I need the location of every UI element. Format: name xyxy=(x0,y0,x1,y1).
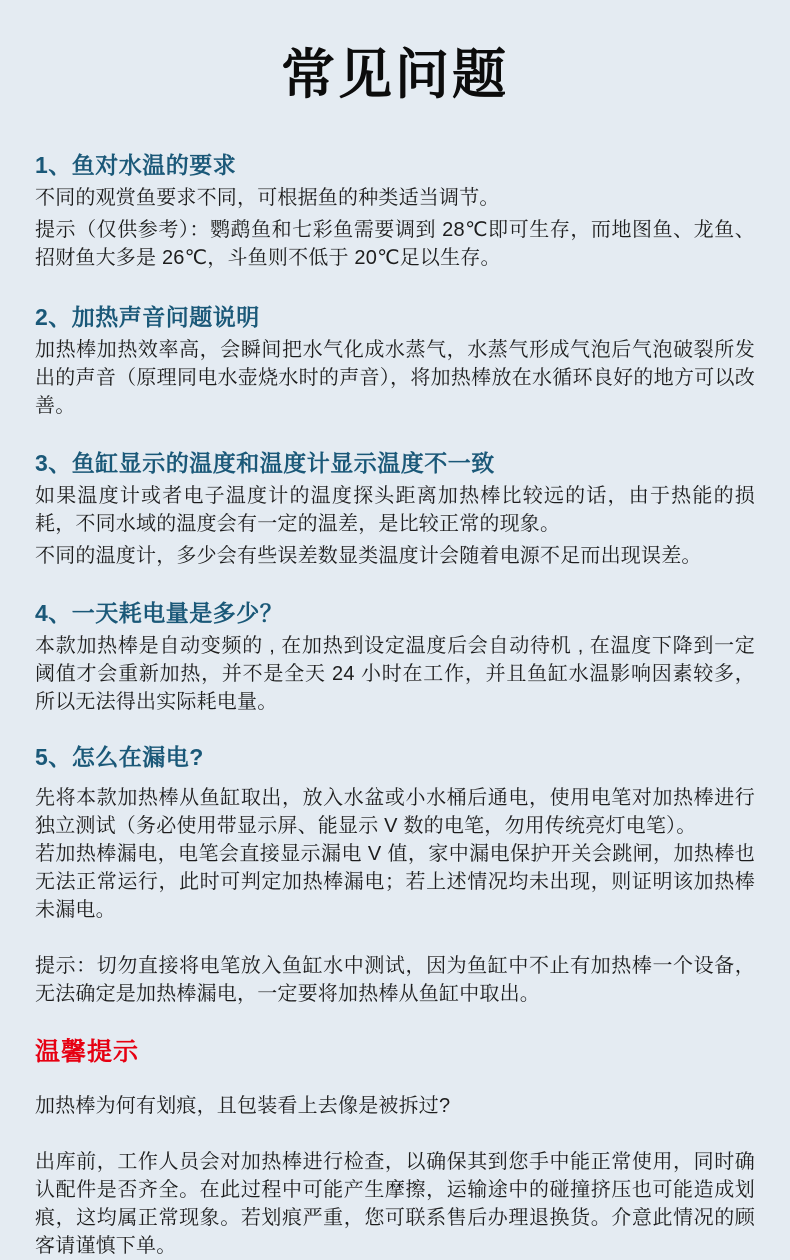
faq-section-5-heading: 5、怎么在漏电? xyxy=(35,744,204,770)
faq-section-1-paragraph-2: 提示（仅供参考）：鹦鹉鱼和七彩鱼需要调到 28℃即可生存，而地图鱼、龙鱼、招财鱼大多是 26℃，斗鱼则不低于 20℃足以生存。 xyxy=(35,219,755,269)
faq-section-5-paragraph-2: 若加热棒漏电，电笔会直接显示漏电 V 值，家中漏电保护开关会跳闸，加热棒也无法正常运行，此时可判定加热棒漏电；若上述情况均未出现，则证明该加热棒未漏电。 xyxy=(35,843,755,921)
faq-section-5-tip: 提示：切勿直接将电笔放入鱼缸水中测试，因为鱼缸中不止有加热棒一个设备，无法确定是加热棒漏电，一定要将加热棒从鱼缸中取出。 xyxy=(35,955,755,1005)
warm-notice-answer: 出库前，工作人员会对加热棒进行检查，以确保其到您手中能正常使用，同时确认配件是否齐全。在此过程中可能产生摩擦，运输途中的碰撞挤压也可能造成划痕，这均属正常现象。若划痕严重，您可联系售后办理退换货。介意此情况的顾客请谨慎下单。 xyxy=(35,1151,755,1257)
faq-section-4-paragraph-1: 本款加热棒是自动变频的 , 在加热到设定温度后会自动待机 , 在温度下降到一定阈值才会重新加热，并不是全天 24 小时在工作，并且鱼缸水温影响因素较多，所以无法得出实际耗电量。 xyxy=(35,635,755,713)
faq-section-2 xyxy=(35,302,755,420)
faq-section-1 xyxy=(35,150,755,272)
faq-section-5 xyxy=(35,742,755,1008)
faq-section-2-paragraph-1: 加热棒加热效率高，会瞬间把水气化成水蒸气，水蒸气形成气泡后气泡破裂所发出的声音（原理同电水壶烧水时的声音），将加热棒放在水循环良好的地方可以改善。 xyxy=(35,339,755,417)
faq-section-1-paragraph-1: 不同的观赏鱼要求不同，可根据鱼的种类适当调节。 xyxy=(35,187,500,209)
faq-section-3-paragraph-1: 如果温度计或者电子温度计的温度探头距离加热棒比较远的话，由于热能的损耗，不同水域的温度会有一定的温差，是比较正常的现象。 xyxy=(35,485,755,535)
faq-section-4 xyxy=(35,598,755,716)
faq-section-2-heading: 2、加热声音问题说明 xyxy=(35,304,260,330)
faq-section-3 xyxy=(35,448,755,570)
page-title: 常见问题 xyxy=(281,45,509,105)
faq-section-3-paragraph-2: 不同的温度计，多少会有些误差数显类温度计会随着电源不足而出现误差。 xyxy=(35,545,702,567)
warm-notice-heading: 温馨提示 xyxy=(35,1038,140,1066)
warm-notice-question: 加热棒为何有划痕，且包装看上去像是被拆过? xyxy=(35,1095,451,1117)
faq-section-5-paragraph-1: 先将本款加热棒从鱼缸取出，放入水盆或小水桶后通电，使用电笔对加热棒进行独立测试（务必使用带显示屏、能显示 V 数的电笔，勿用传统亮灯电笔）。 xyxy=(35,787,755,837)
faq-section-3-heading: 3、鱼缸显示的温度和温度计显示温度不一致 xyxy=(35,450,495,476)
faq-section-4-heading: 4、一天耗电量是多少？ xyxy=(35,600,284,626)
faq-section-1-heading: 1、鱼对水温的要求 xyxy=(35,152,237,178)
warm-notice-section xyxy=(35,1036,755,1260)
